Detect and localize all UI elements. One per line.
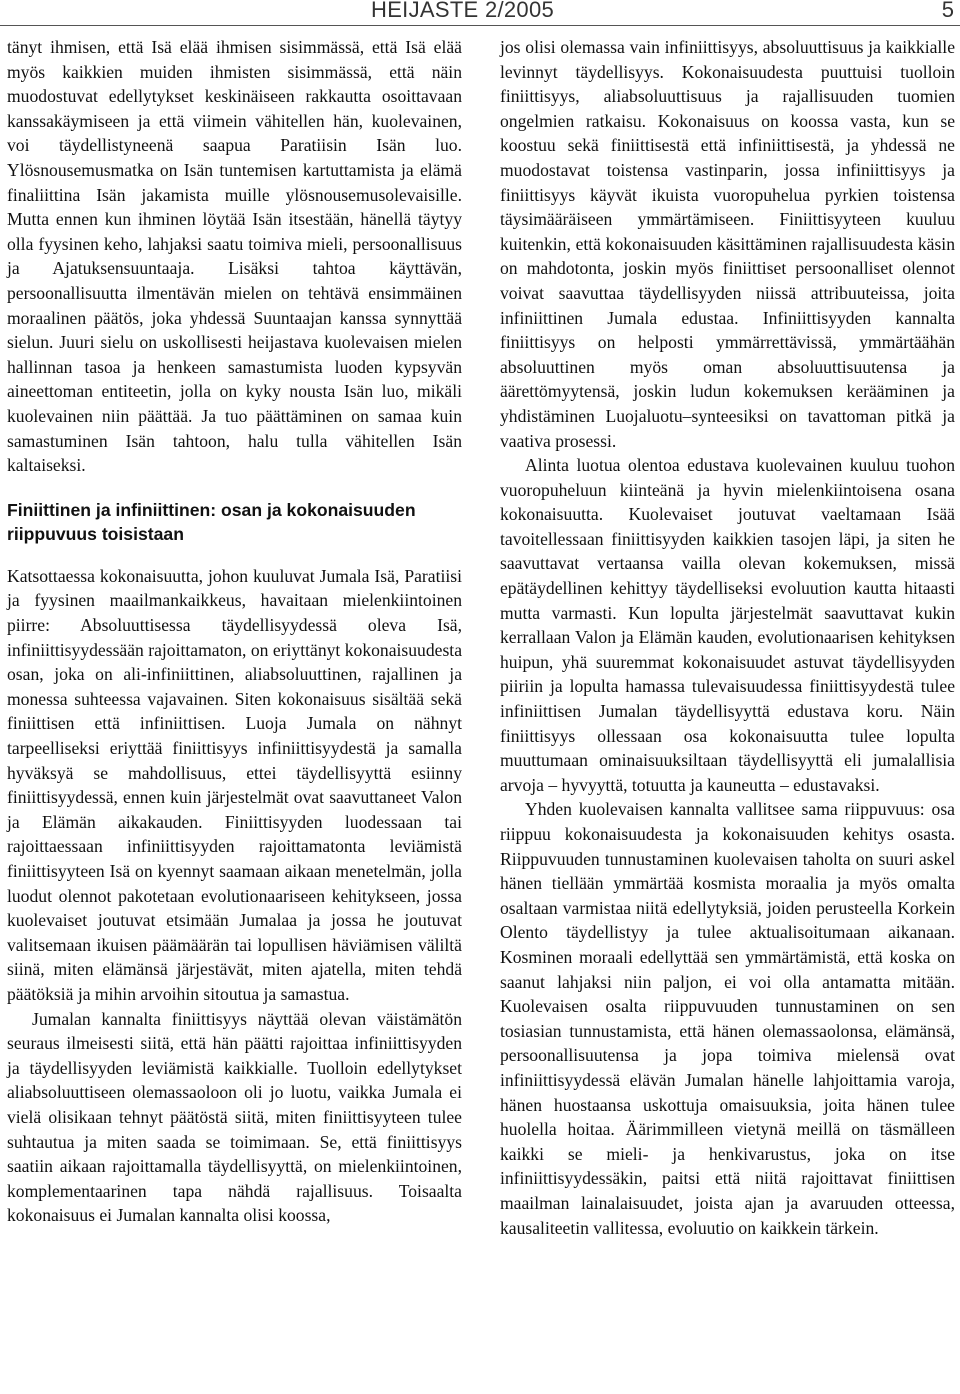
- paragraph: Jumalan kannalta finiittisyys näyttää olevan väistämätön seuraus ilmeisesti siitä, että hän päätti rajoittaa infiniittisyyden ja täydellisyyden leviämistä kaikkialle. Tuolloin edellytykset aliabsoluuttiseen olemassaoloon oli jo luotu, vaikka Jumala ei vielä olisikaan tehnyt päätöstä siitä, miten finiittisyyteen tulee suhtautua ja miten saada se toimimaan. Se, että finiittisyys saatiin aikaan rajoittamalla täydellisyyttä, on mielenkiintoinen, komplementaarinen tapa nähdä rajallisuus. Toisaalta kokonaisuus ei Jumalan kannalta olisi koossa,: [7, 1008, 462, 1226]
- paragraph: Katsottaessa kokonaisuutta, johon kuuluvat Jumala Isä, Paratiisi ja fyysinen maailmankaikkeus, havaitaan mielenkiintoinen piirre: Absoluuttisessa täydellisyydessä oleva Isä, infiniittisyydessään rajoittamaton, on eriyttänyt kokonaisuudesta osan, joka on ali-infiniittinen, aliabsoluuttinen, rajallinen ja monessa suhteessa vajavainen. Siten kokonaisuus sisältää sekä finiittisen että infiniittisen. Luoja Jumala on nähnyt tarpeelliseksi eriyttää finiittisyys infiniittisyydestä ja samalla hyväksyä se mahdollisuus, ettei täydellisyyttä esiinny finiittisyydessä, ennen kuin järjestelmät ovat saavuttaneet Valon ja Elämän aikakauden. Finiittisyyden luodessaan tai rajoittaessaan infiniittisyyden rajoittamatonta leviämistä finiittisyyteen Isä on kyennyt saamaan aikaan menetelmän, jolla luodut olennot pakotetaan evolutionaariseen kehitykseen, jossa kuolevaiset joutuvat etsimään Jumalaa ja jossa he joutuvat valitsemaan ikuisen päämäärän tai lopullisen häviämisen väliltä siinä, miten elämänsä järjestävät, miten ajatella, miten tehdä päätöksiä ja mihin arvoihin sitoutua ja samastua.: [7, 565, 462, 1004]
- page-number: 5: [941, 0, 954, 22]
- paragraph: tänyt ihmisen, että Isä elää ihmisen sisimmässä, että Isä elää myös kaikkien muiden ihmisten sisimmässä, että näin muodostuvat edellytykset keskinäiseen rakkautta osoittavaan kanssakäymiseen ja että viimein vähitellen hän, kuolevainen, voi täydellistyneenä saapua Paratiisin Isän luo. Ylösnousemusmatka on Isän tuntemisen kartuttamista ja elämä finaliittina Isän jakamista muille ylösnousemusolevaisille. Mutta ennen kun ihminen löytää Isän itsestään, hänellä täytyy olla fyysinen keho, lahjaksi saatu toimiva mieli, persoonallisuus ja Ajatuksensuuntaaja. Lisäksi tahtoa käyttävän, persoonallisuutta ilmentävän mielen on tehtävä ensimmäinen moraalinen päätös, joka yhdessä Suuntaajan kanssa synnyttää sielun. Juuri sielu on uskollisesti heijastava kuolevaisen mielen hallinnan tasoa ja henkeen samastumista luoden kypsyvän aineettoman entiteetin, jolla on kyky nousta Isän luo, mikäli kuolevainen niin päättää. Ja tuo päättäminen on samaa kuin samastuminen Isän tahtoon, halu tulla vähitellen Isän kaltaiseksi.: [7, 37, 462, 476]
- header-rule: [0, 25, 960, 26]
- right-column: [500, 35, 955, 1240]
- page-header: [0, 0, 960, 26]
- paragraph: Yhden kuolevaisen kannalta vallitsee sama riippuvuus: osa riippuu kokonaisuudesta ja kokonaisuuden kehitys osasta. Riippuvuuden tunnustaminen kuolevaisen taholta on suuri askel hänen tiellään ymmärtää kosmista moraalia ja myös omalta osaltaan varmistaa niitä edellytyksiä, joiden perusteella Korkein Olento täydellistyy ja tulee aktualisoitumaan aikanaan. Kosminen moraali edellyttää sen ymmärtämistä, että koska on saanut lahjaksi niin paljon, ei voi olla antamatta mitään. Kuolevaisen osalta riippuvuuden tunnustaminen on sen tosiasian tunnustamista, että hänen olemassaolonsa, elämänsä, persoonallisuutensa ja jopa toimiva mielensä ovat infiniittisyydessä elävän Jumalan hänelle lahjoittamia varoja, hänen huostaansa uskottuja omaisuuksia, joita hänen tulee huolella hoitaa. Äärimmilleen vietynä meillä on täsmälleen kaikki se mieli- ja henkivarustus, joka on itse infiniittisyydessäkin, paitsi että niitä rajoittavat finiittisen maailman lainalaisuudet, joista ajan ja avaruuden otteessa, kausaliteetin vallitessa, evoluutio on kaikkein tärkein.: [500, 799, 955, 1238]
- publication-title: HEIJASTE 2/2005: [371, 0, 555, 22]
- paragraph: jos olisi olemassa vain infiniittisyys, absoluuttisuus ja kaikkialle levinnyt täydellisyys. Kokonaisuudesta puuttuisi tuolloin finiittisyys, aliabsoluuttisuus ja rajallisuuden tuomien ongelmien ratkaisu. Kokonaisuus on koossa vasta, kun se koostuu sekä finiittisestä että infiniittisestä, ja yhdessä ne muodostavat toistensa vastinparin, jossa infiniittisyys ja finiittisyys käyvät ikuista vuoropuhelua pyrkien toistensa täysimääräiseen ymmärtämiseen. Finiittisyyteen kuuluu kuitenkin, että kokonaisuuden käsittäminen rajallisuudesta käsin on mahdotonta, joskin myös finiittiset persoonalliset olennot voivat saavuttaa täydellisyyden niissä attribuuteissa, joita infiniittinen Jumala edustaa. Infiniittisyyden kannalta finiittisyys on helposti ymmärrettävissä, ymmärtäähän absoluuttinen myös oman absoluuttisuutensa ja äärettömyytensä, joskin ludun kokemuksen kerääminen ja yhdistäminen Luojaluotu–synteesiksi on tavattoman pitkä ja vaativa prosessi.: [500, 37, 955, 451]
- left-column: [7, 35, 462, 1228]
- section-heading: Finiittinen ja infiniittinen: osan ja kokonaisuuden riippuvuus toisistaan: [7, 499, 416, 545]
- paragraph: Alinta luotua olentoa edustava kuolevainen kuuluu tuohon vuoropuheluun kiinteänä ja hyvin mielenkiintoisena osana kokonaisuutta. Kuolevaiset joutuvat vaeltamaan Isää tavoitellessaan finiittisyyden kaikkien tasojen läpi, ja siten he saavuttavat vertaansa vailla olevan kokemuksen, missä epätäydellinen kehittyy täydelliseksi evoluution kautta hitaasti mutta varmasti. Kun lopulta järjestelmät saavuttavat kukin kerrallaan Valon ja Elämän kauden, evolutionaarisen kehityksen huipun, yhä suuremmat kokonaisuudet astuvat täydellisyyden piiriin ja lopulta hamassa tulevaisuudessa finiittisyydestä tulee infiniittisen Jumalan täydellisyyttä edustava koru. Näin finiittisyys ollessaan osa kokonaisuutta tulee lopulta muuttumaan ominaisuuksiltaan täydellisyyttä eli jumalallisia arvoja – hyvyyttä, totuutta ja kauneutta – edustavaksi.: [500, 455, 955, 795]
